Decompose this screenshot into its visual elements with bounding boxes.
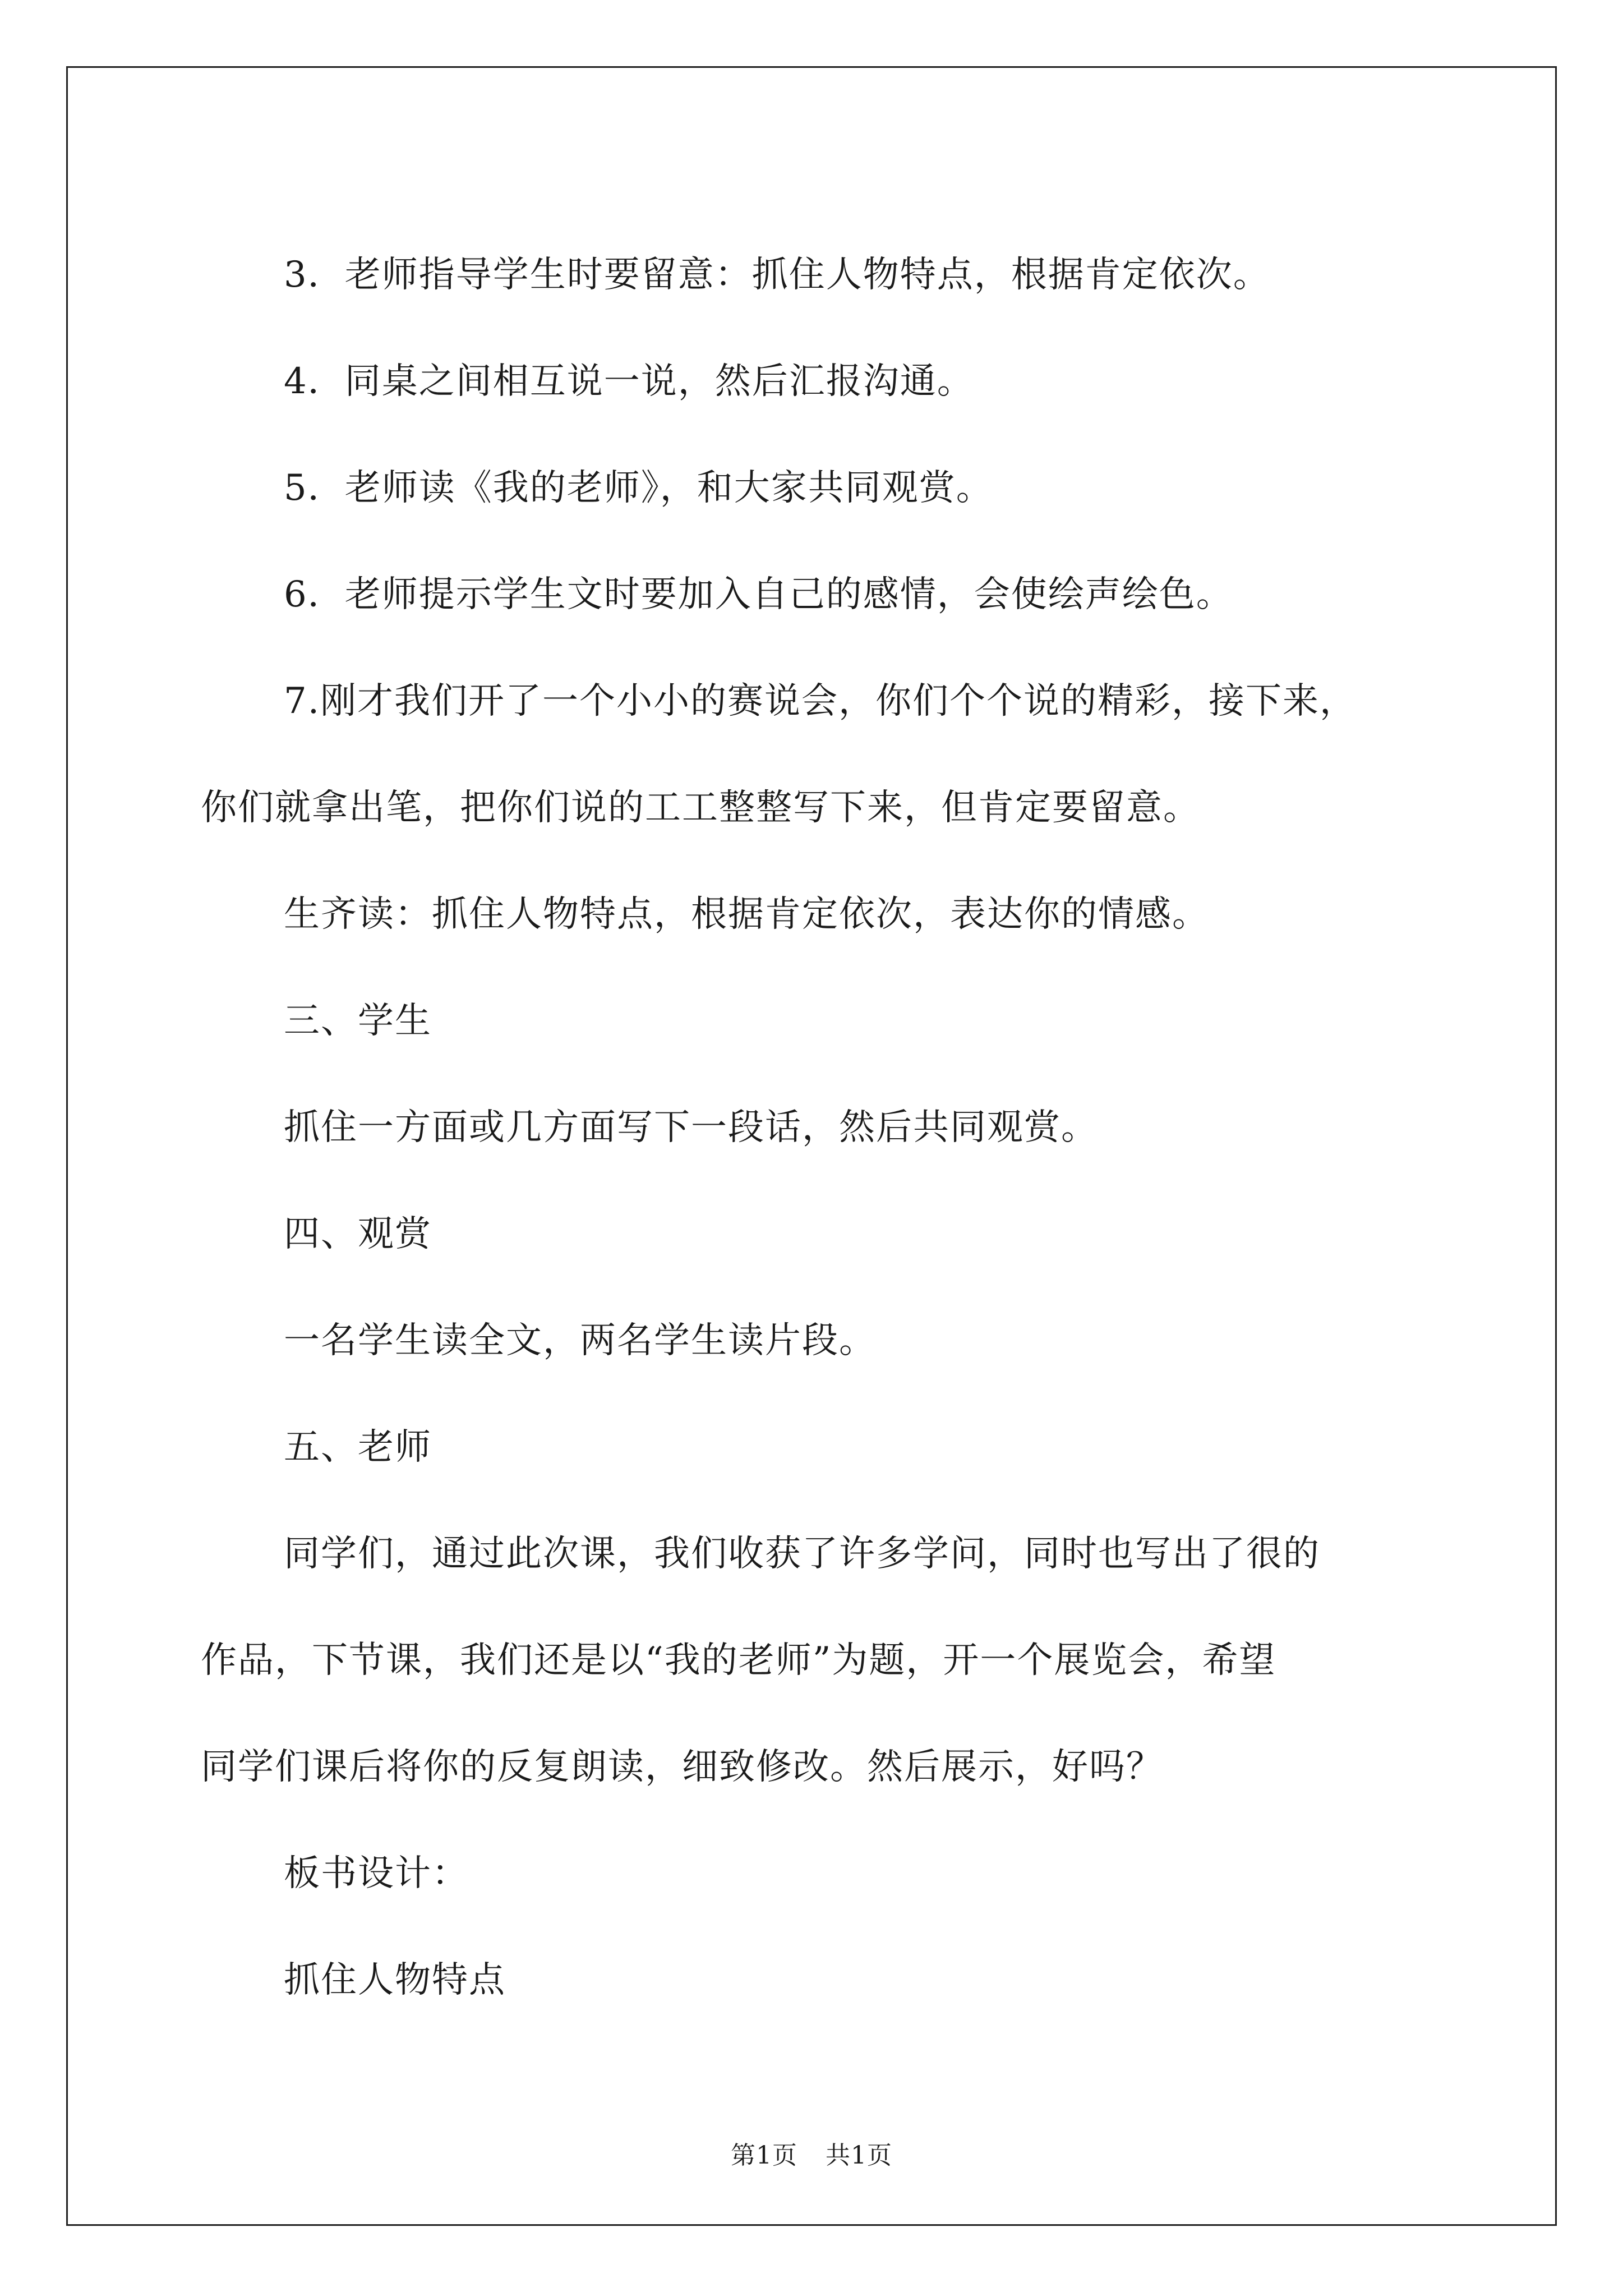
paragraph-reading: 一名学生读全文，两名学生读片段。: [284, 1320, 876, 1361]
section-heading-students: 三、学生: [284, 1000, 432, 1042]
section-heading-teacher: 五、老师: [284, 1427, 432, 1468]
paragraph-summary-line-3: 同学们课后将你的反复朗读，细致修改。然后展示，好吗？: [201, 1746, 1163, 1788]
page-number-current: 第1页: [731, 2141, 797, 2170]
page-number-total: 共1页: [826, 2141, 892, 2170]
page-footer: [0, 2135, 1623, 2171]
paragraph-step-7-line-1: 7.刚才我们开了一个小小的赛说会，你们个个说的精彩，接下来，: [284, 680, 1357, 722]
paragraph-choral-reading: 生齐读：抓住人物特点，根据肯定依次，表达你的情感。: [284, 894, 1209, 935]
blackboard-design-item: 抓住人物特点: [284, 1959, 506, 2001]
paragraph-step-4: 4．同桌之间相互说一说，然后汇报沟通。: [284, 361, 974, 402]
section-heading-appreciation: 四、观赏: [284, 1213, 432, 1255]
paragraph-summary-line-1: 同学们，通过此次课，我们收获了许多学问，同时也写出了很的: [284, 1533, 1320, 1575]
paragraph-step-7-line-2: 你们就拿出笔，把你们说的工工整整写下来，但肯定要留意。: [201, 787, 1200, 829]
paragraph-student-writing: 抓住一方面或几方面写下一段话，然后共同观赏。: [284, 1107, 1098, 1148]
paragraph-step-6: 6．老师提示学生文时要加入自己的感情，会使绘声绘色。: [284, 574, 1233, 615]
paragraph-summary-line-2: 作品，下节课，我们还是以“我的老师”为题，开一个展览会，希望: [201, 1640, 1276, 1681]
blackboard-design-heading: 板书设计：: [284, 1853, 469, 1894]
document-body: [201, 222, 1429, 2033]
paragraph-step-5: 5．老师读《我的老师》，和大家共同观赏。: [284, 467, 993, 509]
paragraph-step-3: 3．老师指导学生时要留意：抓住人物特点，根据肯定依次。: [284, 254, 1270, 296]
